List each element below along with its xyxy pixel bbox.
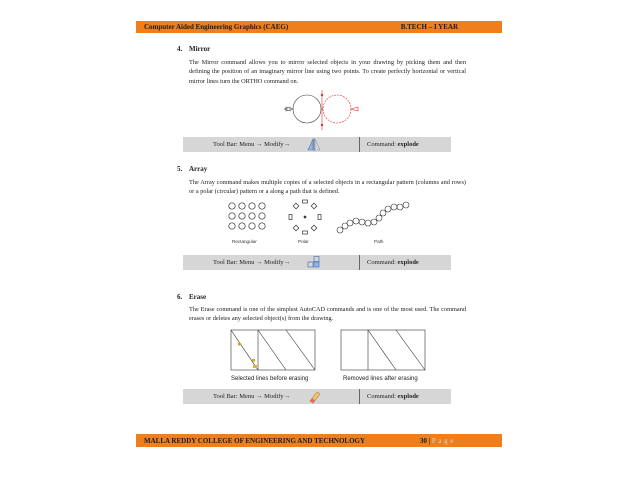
- rectangular-array-diagram: [227, 201, 269, 231]
- polar-array-diagram: [287, 199, 323, 235]
- mirror-toolbar-path: Tool Bar: Menu → Modify→: [213, 141, 291, 148]
- erase-toolbar-row: [183, 389, 451, 404]
- page-number: 30 | P a g e: [419, 436, 454, 445]
- erase-description: The Erase command is one of the simplest AutoCAD commands and is one of the most used. The command erases or deletes any selected object(s) from the drawing.: [189, 306, 466, 323]
- page-footer: [136, 434, 502, 447]
- mirror-toolbar-row: [183, 137, 451, 152]
- array-command: Command: explode: [367, 259, 419, 266]
- array-toolbar-row: [183, 255, 451, 270]
- array-icon: [307, 256, 321, 269]
- year-label: B.TECH – I YEAR: [400, 23, 458, 31]
- erase-before-diagram: [230, 329, 316, 371]
- caption-rectangular: Rectangular: [232, 239, 257, 244]
- section-heading-erase: 6. Erase: [177, 293, 207, 301]
- caption-path: Path: [374, 239, 384, 244]
- section-heading-array: 5. Array: [177, 165, 208, 173]
- array-description: The Array command makes multiple copies of a selected objects in a rectangular pattern (columns and rows) or a polar (circular) pattern or a along a path that is defined.: [189, 179, 466, 196]
- eraser-icon: [307, 390, 321, 403]
- section-heading-mirror: 4. Mirror: [177, 45, 211, 53]
- mirror-description: The Mirror command allows you to mirror selected objects in your drawing by picking them and then defining the position of an imaginary mirror line using two points. To create perfectly horizontal or vertical mirror lines turn the ORTHO command on.: [189, 59, 466, 85]
- mirror-icon: [307, 138, 321, 151]
- caption-after-erasing: Removed lines after erasing: [343, 376, 418, 382]
- path-array-diagram: [336, 200, 412, 234]
- array-toolbar-path: Tool Bar: Menu → Modify→: [213, 259, 291, 266]
- erase-command: Command: explode: [367, 393, 419, 400]
- mirror-diagram: [283, 88, 363, 133]
- course-title: Computer Aided Engineering Graphics (CAEG): [144, 23, 289, 31]
- mirror-command: Command: explode: [367, 141, 419, 148]
- page-header: [136, 21, 502, 33]
- college-name: MALLA REDDY COLLEGE OF ENGINEERING AND TECHNOLOGY: [144, 436, 366, 445]
- erase-after-diagram: [340, 329, 426, 371]
- caption-before-erasing: Selected lines before erasing: [231, 376, 309, 382]
- erase-toolbar-path: Tool Bar: Menu → Modify→: [213, 393, 291, 400]
- caption-polar: Polar: [298, 239, 309, 244]
